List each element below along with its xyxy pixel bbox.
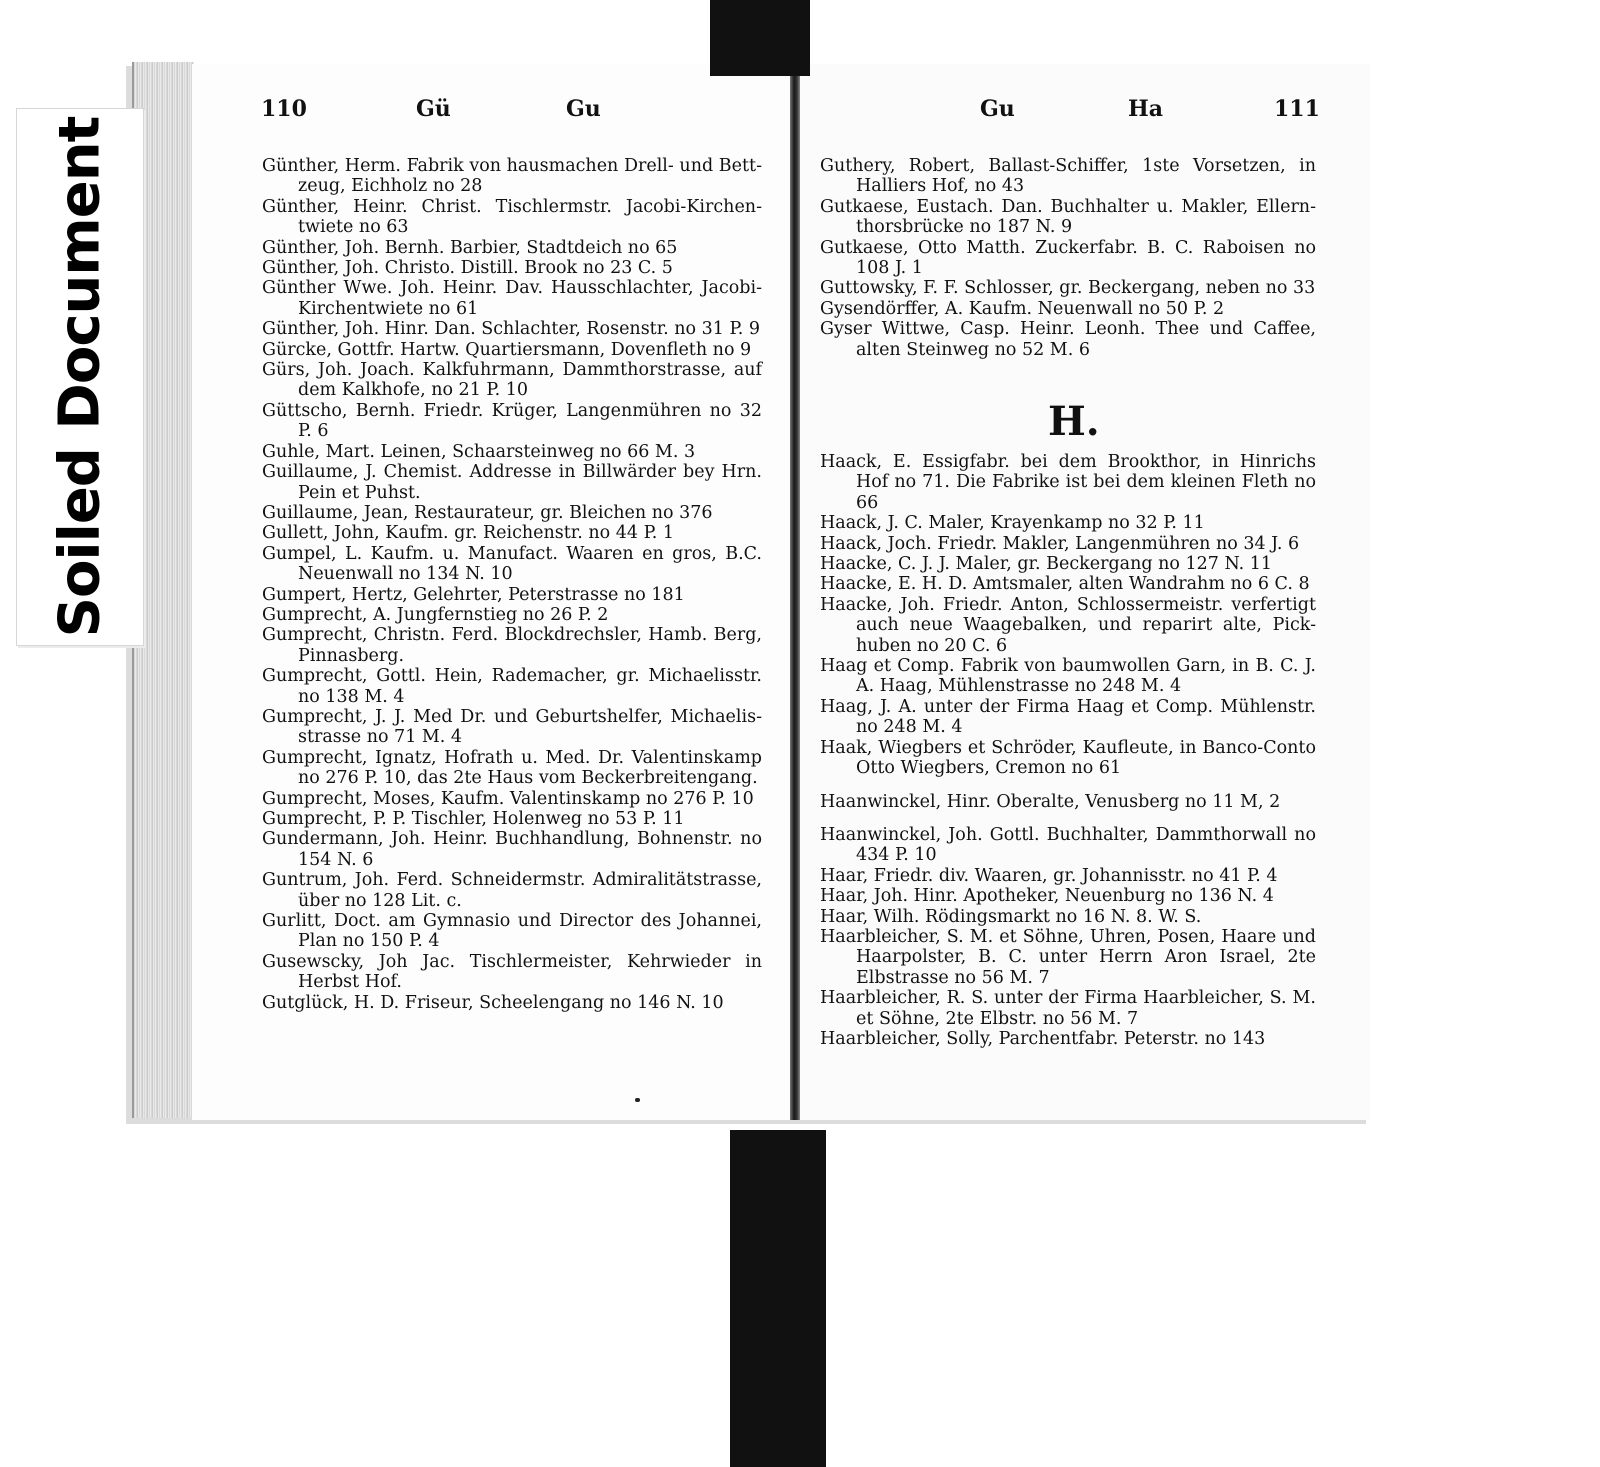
directory-entry: Guntrum, Joh. Ferd. Schneidermstr. Admiralitätstrasse, über no 128 Lit. c. bbox=[262, 870, 762, 911]
directory-entry: Günther, Joh. Hinr. Dan. Schlachter, Rosenstr. no 31 P. 9 bbox=[262, 319, 760, 340]
directory-entry: Haack, J. C. Maler, Krayenkamp no 32 P. 11 bbox=[820, 513, 1205, 534]
directory-entry: Günther, Herm. Fabrik von hausmachen Drell- und Bett-zeug, Eichholz no 28 bbox=[262, 156, 762, 197]
left-page-number: 110 bbox=[261, 96, 307, 122]
soiled-document-label bbox=[16, 108, 144, 646]
directory-entry: Günther, Joh. Bernh. Barbier, Stadtdeich no 65 bbox=[262, 237, 678, 258]
directory-entry: Gumpel, L. Kaufm. u. Manufact. Waaren en gros, B.C. Neuenwall no 134 N. 10 bbox=[262, 543, 762, 585]
ink-speck bbox=[635, 1098, 640, 1102]
left-entry-list bbox=[262, 156, 762, 1013]
directory-entry: Gumprecht, Gottl. Hein, Rademacher, gr. Michaelisstr. no 138 M. 4 bbox=[262, 666, 762, 707]
directory-entry: Gürs, Joh. Joach. Kalkfuhrmann, Dammthorstrasse, auf dem Kalkhofe, no 21 P. 10 bbox=[262, 360, 762, 401]
directory-entry: Gürcke, Gottfr. Hartw. Quartiersmann, Dovenfleth no 9 bbox=[262, 339, 752, 360]
directory-entry: Günther Wwe. Joh. Heinr. Dav. Hausschlachter, Jacobi-Kirchentwiete no 61 bbox=[262, 278, 762, 319]
directory-entry: Guttowsky, F. F. Schlosser, gr. Beckergang, neben no 33 bbox=[820, 278, 1316, 299]
directory-entry: Haanwinckel, Hinr. Oberalte, Venusberg no 11 M, 2 bbox=[820, 791, 1281, 812]
directory-entry: Gumprecht, Christn. Ferd. Blockdrechsler, Hamb. Berg, Pinnasberg. bbox=[262, 625, 762, 666]
directory-entry: Haag, J. A. unter der Firma Haag et Comp. Mühlenstr. no 248 M. 4 bbox=[820, 696, 1316, 738]
directory-entry: Gurlitt, Doct. am Gymnasio und Director des Johannei, Plan no 150 P. 4 bbox=[262, 911, 762, 952]
directory-entry: Haak, Wiegbers et Schröder, Kaufleute, in Banco-Conto Otto Wiegbers, Cremon no 61 bbox=[820, 737, 1316, 779]
directory-entry: Haarbleicher, R. S. unter der Firma Haarbleicher, S. M. et Söhne, 2te Elbstr. no 56 M. 7 bbox=[820, 988, 1316, 1029]
directory-entry: Haacke, E. H. D. Amtsmaler, alten Wandrahm no 6 C. 8 bbox=[820, 574, 1310, 595]
directory-entry: Gutkaese, Otto Matth. Zuckerfabr. B. C. Raboisen no 108 J. 1 bbox=[820, 237, 1316, 279]
directory-entry: Gusewscky, Joh Jac. Tischlermeister, Kehrwieder in Herbst Hof. bbox=[262, 951, 762, 993]
directory-entry: Gyser Wittwe, Casp. Heinr. Leonh. Thee und Caffee, alten Steinweg no 52 M. 6 bbox=[820, 319, 1316, 360]
bottom-clip bbox=[730, 1130, 826, 1467]
directory-entry: Gutkaese, Eustach. Dan. Buchhalter u. Makler, Ellern-thorsbrücke no 187 N. 9 bbox=[820, 196, 1316, 238]
directory-entry: Gysendörffer, A. Kaufm. Neuenwall no 50 P. 2 bbox=[820, 298, 1225, 319]
directory-entry: Haack, Joch. Friedr. Makler, Langenmühren no 34 J. 6 bbox=[820, 533, 1300, 554]
right-page-number: 111 bbox=[1274, 96, 1320, 122]
directory-entry: Gumprecht, Ignatz, Hofrath u. Med. Dr. Valentinskamp no 276 P. 10, das 2te Haus vom Beckerbreitengang. bbox=[262, 747, 762, 789]
right-entry-list-h bbox=[820, 452, 1316, 1049]
directory-entry: Gumprecht, Moses, Kaufm. Valentinskamp no 276 P. 10 bbox=[262, 788, 754, 809]
right-head-center: Ha bbox=[1128, 96, 1164, 122]
directory-entry: Haag et Comp. Fabrik von baumwollen Garn, in B. C. J. A. Haag, Mühlenstrasse no 248 M. 4 bbox=[820, 656, 1316, 697]
directory-entry: Haacke, Joh. Friedr. Anton, Schlossermeistr. verfertigt auch neue Waagebalken, und reparirt alte, Pick-huben no 20 C. 6 bbox=[820, 594, 1316, 656]
directory-entry: Haacke, C. J. J. Maler, gr. Beckergang no 127 N. 11 bbox=[820, 554, 1273, 575]
right-entry-list-g bbox=[820, 156, 1316, 360]
directory-entry: Günther, Joh. Christo. Distill. Brook no 23 C. 5 bbox=[262, 258, 673, 279]
directory-entry: Gumprecht, P. P. Tischler, Holenweg no 53 P. 11 bbox=[262, 809, 685, 829]
directory-entry: Haarbleicher, Solly, Parchentfabr. Peterstr. no 143 bbox=[820, 1028, 1266, 1049]
directory-entry: Guhle, Mart. Leinen, Schaarsteinweg no 66 M. 3 bbox=[262, 441, 696, 462]
left-head-center: Gü bbox=[416, 96, 451, 122]
label-text: Soiled Document bbox=[47, 116, 113, 638]
directory-entry: Haar, Friedr. div. Waaren, gr. Johannisstr. no 41 P. 4 bbox=[820, 865, 1278, 886]
top-clip bbox=[710, 0, 810, 76]
section-letter: H. bbox=[1048, 398, 1100, 445]
directory-entry: Gumprecht, J. J. Med Dr. und Geburtshelfer, Michaelis-strasse no 71 M. 4 bbox=[262, 706, 762, 748]
directory-entry: Gumpert, Hertz, Gelehrter, Peterstrasse no 181 bbox=[262, 584, 685, 605]
directory-entry: Guillaume, J. Chemist. Addresse in Billwärder bey Hrn. Pein et Puhst. bbox=[262, 462, 762, 503]
directory-entry: Haar, Joh. Hinr. Apotheker, Neuenburg no 136 N. 4 bbox=[820, 886, 1274, 907]
directory-entry: Haar, Wilh. Rödingsmarkt no 16 N. 8. W. S. bbox=[820, 906, 1202, 927]
directory-entry: Haack, E. Essigfabr. bei dem Brookthor, in Hinrichs Hof no 71. Die Fabrike ist bei dem kleinen Fleth no 66 bbox=[820, 452, 1316, 513]
directory-entry: Haarbleicher, S. M. et Söhne, Uhren, Posen, Haare und Haarpolster, B. C. unter Herrn Aron Israel, 2te Elbstrasse no 56 M. 7 bbox=[820, 926, 1316, 988]
directory-entry: Guillaume, Jean, Restaurateur, gr. Bleichen no 376 bbox=[262, 502, 713, 523]
left-head-right: Gu bbox=[566, 96, 601, 122]
right-head-left: Gu bbox=[980, 96, 1015, 122]
directory-entry: Gundermann, Joh. Heinr. Buchhandlung, Bohnenstr. no 154 N. 6 bbox=[262, 829, 762, 870]
directory-entry: Günther, Heinr. Christ. Tischlermstr. Jacobi-Kirchen-twiete no 63 bbox=[262, 196, 762, 238]
book-spine bbox=[790, 64, 800, 1120]
directory-entry: Gullett, John, Kaufm. gr. Reichenstr. no 44 P. 1 bbox=[262, 523, 675, 544]
directory-entry: Guthery, Robert, Ballast-Schiffer, 1ste Vorsetzen, in Halliers Hof, no 43 bbox=[820, 156, 1316, 197]
directory-entry: Gumprecht, A. Jungfernstieg no 26 P. 2 bbox=[262, 604, 609, 625]
directory-entry: Haanwinckel, Joh. Gottl. Buchhalter, Dammthorwall no 434 P. 10 bbox=[820, 824, 1316, 866]
directory-entry: Güttscho, Bernh. Friedr. Krüger, Langenmühren no 32 P. 6 bbox=[262, 400, 762, 442]
directory-entry: Gutglück, H. D. Friseur, Scheelengang no 146 N. 10 bbox=[262, 992, 724, 1013]
